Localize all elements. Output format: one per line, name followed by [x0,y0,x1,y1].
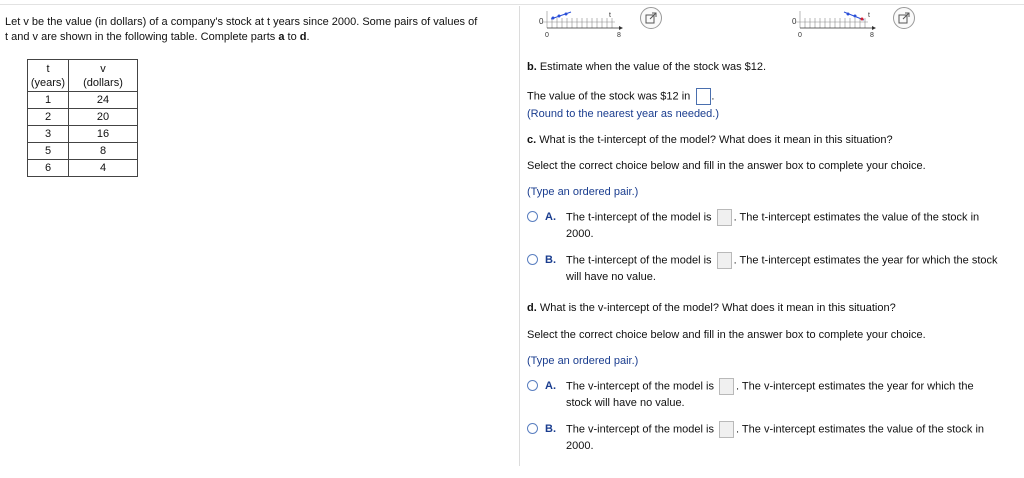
graph-1-point [552,17,555,20]
part-b-question-text: Estimate when the value of the stock was $12. [536,61,767,73]
graph-2-point [861,18,864,21]
cell-t: 3 [28,126,69,143]
part-b-question [527,61,1022,73]
part-d-choice-b-input[interactable] [719,421,734,438]
top-rule [0,4,1024,5]
choice-letter: A. [545,211,556,223]
table-row [28,143,138,160]
graph-2-y-tick: 0 [792,17,797,26]
part-b-answer-line [527,88,1022,105]
radio-button[interactable] [527,380,538,391]
graph-1-point [565,13,568,16]
part-d-hint: (Type an ordered pair.) [527,355,639,367]
choice-text [566,378,974,395]
expand-graph-1-button[interactable] [640,7,662,29]
radio-button[interactable] [527,211,538,222]
graph-1-x-label: t [609,12,611,19]
choice-after: . The t-intercept estimates the year for which the stock [733,254,998,267]
header-v [69,60,138,92]
part-d-ref: d [299,31,307,43]
table-row [28,160,138,177]
graph-2-point [854,15,857,18]
cell-t: 5 [28,143,69,160]
part-c-label: c. [527,134,537,146]
intro-line-2: t and v are shown in the following table. Complete parts [5,31,279,43]
part-c-choice-a-input[interactable] [717,209,732,226]
choice-continuation: 2000. [566,440,594,452]
choice-letter: A. [545,380,556,392]
part-b-answer-prefix: The value of the stock was $12 in [527,90,694,103]
header-v-var: v [100,62,106,75]
cell-v: 24 [69,92,138,109]
intro-to: to [284,31,300,43]
part-b-answer-input[interactable] [696,88,711,105]
table-row [28,92,138,109]
graph-1-x-tick-8: 8 [617,32,621,38]
part-b-answer-suffix: . [711,90,715,103]
header-t [28,60,69,92]
graph-1-x-tick-0: 0 [545,32,549,38]
cell-t: 6 [28,160,69,177]
table-header-row [28,60,138,92]
part-b-hint: (Round to the nearest year as needed.) [527,108,720,120]
graph-1-x-arrow [619,26,623,30]
cell-v: 16 [69,126,138,143]
choice-letter: B. [545,254,556,266]
cell-v: 8 [69,143,138,160]
part-c-choice-b-input[interactable] [717,252,732,269]
data-table [27,59,138,177]
cell-v: 20 [69,109,138,126]
graph-2-grid [796,11,868,28]
choice-after: . The t-intercept estimates the value of the stock in [733,211,980,224]
header-v-unit: (dollars) [83,76,123,89]
intro-line-1: Let v be the value (in dollars) of a company's stock at t years since 2000. Some pairs of values of [5,16,478,28]
part-d-question [527,302,1022,314]
choice-after: . The v-intercept estimates the value of the stock in [736,423,985,436]
choice-after: . The v-intercept estimates the year for which the [736,380,974,393]
part-c-question-text: What is the t-intercept of the model? What does it mean in this situation? [536,134,893,146]
part-d-instruction: Select the correct choice below and fill in the answer box to complete your choice. [527,329,926,341]
part-b-label: b. [527,61,537,73]
table-row [28,109,138,126]
graph-2-x-tick-0: 0 [798,32,802,38]
graph-2-x-label: t [868,12,870,19]
external-link-icon [894,8,914,28]
cell-v: 4 [69,160,138,177]
intro-end: . [306,31,310,43]
choice-before: The v-intercept of the model is [566,380,718,393]
choice-before: The t-intercept of the model is [566,254,715,267]
graph-1-y-tick: 0 [539,17,544,26]
graph-2-point [847,13,850,16]
column-divider [519,6,520,466]
expand-graph-2-button[interactable] [893,7,915,29]
part-c-question [527,134,1022,146]
graph-2-x-tick-8: 8 [870,32,874,38]
problem-statement [5,15,515,45]
graph-thumbnail-1[interactable] [539,8,629,38]
header-t-unit: (years) [30,76,66,89]
header-t-var: t [46,62,50,75]
choice-continuation: stock will have no value. [566,397,685,409]
part-d-choice-a-input[interactable] [719,378,734,395]
radio-button[interactable] [527,254,538,265]
choice-text [566,209,979,226]
cell-t: 2 [28,109,69,126]
graph-1-point [558,15,561,18]
graph-2-x-arrow [872,26,876,30]
part-c-hint: (Type an ordered pair.) [527,186,639,198]
graph-1-grid [543,11,615,28]
part-d-label: d. [527,302,537,314]
external-link-icon [641,8,661,28]
part-a-ref: a [278,31,285,43]
part-d-question-text: What is the v-intercept of the model? What does it mean in this situation? [536,302,896,314]
choice-before: The v-intercept of the model is [566,423,718,436]
cell-t: 1 [28,92,69,109]
choice-text [566,421,984,438]
graph-thumbnail-2[interactable] [792,8,882,38]
choice-continuation: 2000. [566,228,594,240]
choice-text [566,252,998,269]
part-c-instruction: Select the correct choice below and fill in the answer box to complete your choice. [527,160,926,172]
radio-button[interactable] [527,423,538,434]
table-row [28,126,138,143]
choice-letter: B. [545,423,556,435]
choice-continuation: will have no value. [566,271,656,283]
choice-before: The t-intercept of the model is [566,211,715,224]
